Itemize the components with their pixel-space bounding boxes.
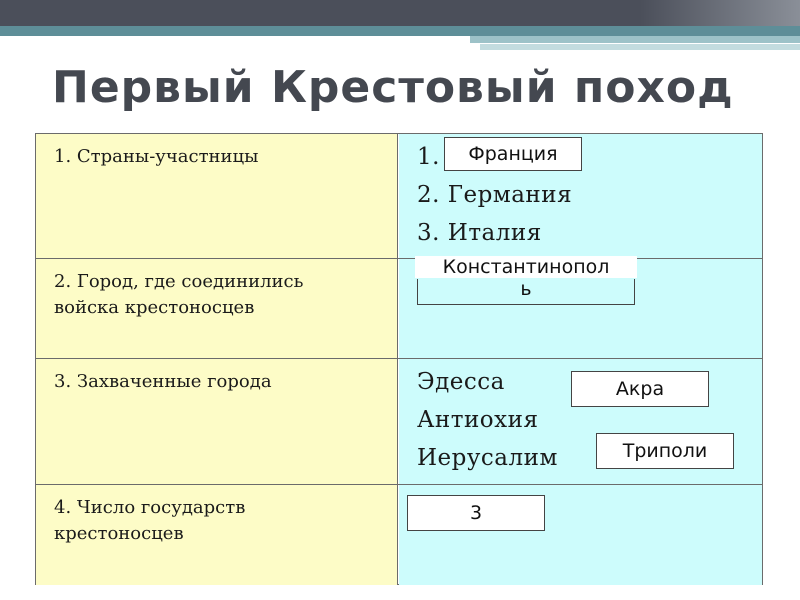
teal-decorative-bar — [0, 26, 800, 36]
table-row — [36, 134, 762, 258]
answer-box-constantinople-wrap: ь — [520, 278, 532, 300]
row-label-line: крестоносцев — [54, 523, 184, 544]
list-item: 1. — [417, 144, 440, 170]
answer-box-count[interactable]: 3 — [407, 495, 545, 531]
table-row — [36, 258, 762, 359]
row-answer-cell — [399, 256, 762, 359]
teal-lighter-bar — [480, 44, 800, 50]
row-label-line: войска крестоносцев — [54, 297, 255, 318]
row-answer-cell — [399, 134, 762, 258]
list-item: Эдесса — [417, 369, 505, 395]
row-label-cell — [36, 485, 398, 585]
list-item: Иерусалим — [417, 445, 558, 471]
list-item: 3. Италия — [417, 220, 542, 246]
row-label: 3. Захваченные города — [54, 371, 272, 392]
teal-light-bar — [470, 36, 800, 43]
row-label: 1. Страны-участницы — [54, 146, 259, 167]
list-item: 2. Германия — [417, 182, 573, 208]
top-bar-accent — [640, 0, 800, 26]
table-row — [36, 358, 762, 485]
answer-box-constantinople[interactable]: Константинопол — [415, 256, 637, 278]
row-answer-cell — [399, 359, 762, 485]
answer-box-tripoli[interactable]: Триполи — [596, 433, 734, 469]
row-answer-cell — [399, 485, 762, 585]
row-label-line: 4. Число государств — [54, 497, 246, 518]
top-decorative-bar — [0, 0, 800, 26]
answer-box-acre[interactable]: Акра — [571, 371, 709, 407]
slide-title: Первый Крестовый поход — [52, 62, 734, 113]
row-label-cell — [36, 134, 398, 258]
row-label-cell — [36, 259, 398, 359]
row-label-line: 2. Город, где соединились — [54, 271, 304, 292]
table-row — [36, 484, 762, 585]
list-item: Антиохия — [417, 407, 539, 433]
crusade-table — [35, 133, 763, 585]
row-label-cell — [36, 359, 398, 485]
answer-box-france[interactable]: Франция — [444, 137, 582, 171]
